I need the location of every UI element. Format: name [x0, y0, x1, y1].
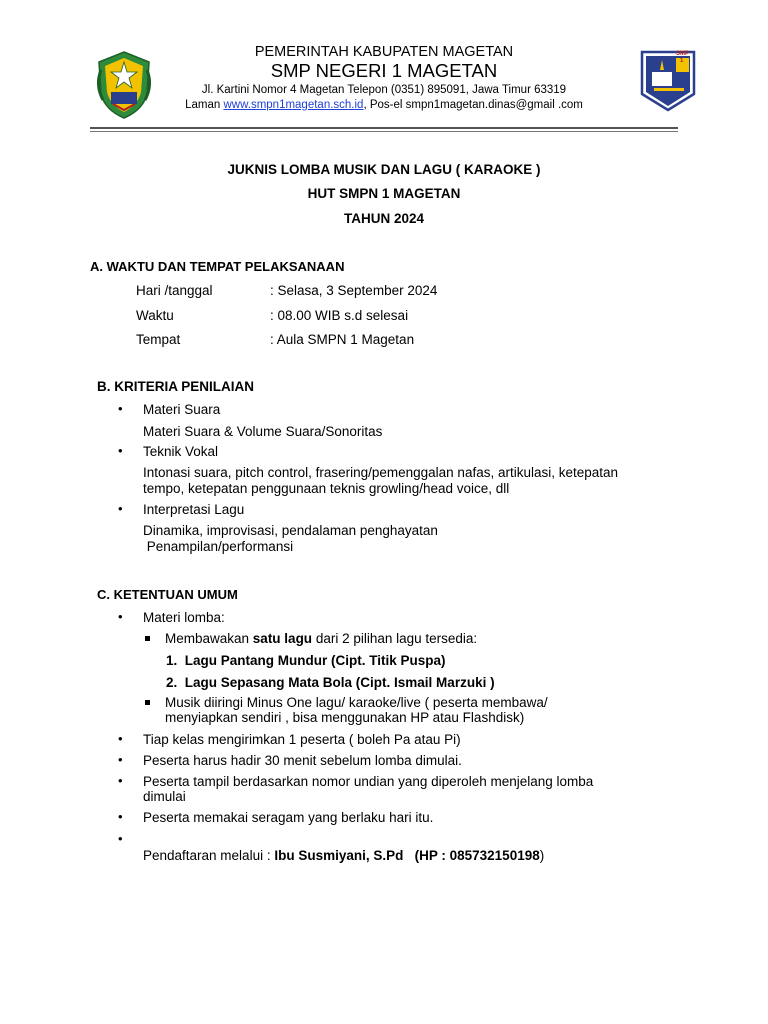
government-name: PEMERINTAH KABUPATEN MAGETAN — [254, 44, 514, 60]
bullet-icon: • — [118, 809, 123, 824]
header-divider-thin — [90, 131, 678, 132]
criteria-title: Interpretasi Lagu — [143, 502, 245, 517]
criteria-desc: tempo, ketepatan penggunaan teknis growling/head voice, dll — [143, 481, 510, 496]
email-text: , Pos-el smpn1magetan.dinas@gmail .com — [363, 99, 583, 111]
criteria-desc: Materi Suara & Volume Suara/Sonoritas — [143, 424, 383, 439]
criteria-desc: Penampilan/performansi — [143, 539, 294, 554]
document-title: JUKNIS LOMBA MUSIK DAN LAGU ( KARAOKE ) — [227, 162, 541, 177]
row-value: : Selasa, 3 September 2024 — [270, 283, 438, 298]
sub-item-text: dari 2 pilihan lagu tersedia: — [312, 631, 478, 646]
header-divider — [90, 127, 678, 129]
school-address: Jl. Kartini Nomor 4 Magetan Telepon (0351) 895091, Jawa Timur 63319 — [201, 84, 567, 96]
sub-item-text: Membawakan — [165, 631, 253, 646]
registration-item — [143, 832, 544, 864]
document-subtitle: HUT SMPN 1 MAGETAN — [307, 186, 461, 201]
bullet-icon: • — [118, 609, 123, 624]
row-label: Tempat — [136, 332, 181, 347]
rule-item: Peserta harus hadir 30 menit sebelum lomba dimulai. — [143, 753, 462, 768]
bullet-icon: • — [118, 443, 123, 458]
row-value: : Aula SMPN 1 Magetan — [270, 332, 415, 347]
rule-item: Peserta tampil berdasarkan nomor undian yang diperoleh menjelang lomba — [143, 774, 594, 789]
criteria-title: Materi Suara — [143, 402, 221, 417]
registration-text: Pendaftaran melalui : — [143, 848, 275, 863]
school-logo-text: SMP — [676, 51, 690, 57]
criteria-desc: Intonasi suara, pitch control, frasering/pemenggalan nafas, artikulasi, ketepatan — [143, 465, 619, 480]
song-option: 1. Lagu Pantang Mundur (Cipt. Titik Puspa) — [166, 653, 446, 668]
row-value: : 08.00 WIB s.d selesai — [270, 308, 409, 323]
sub-item-music: Musik diiringi Minus One lagu/ karaoke/live ( peserta membawa/ — [165, 695, 548, 710]
website-link[interactable]: www.smpn1magetan.sch.id — [223, 99, 364, 111]
bullet-icon: • — [118, 752, 123, 767]
criteria-title: Teknik Vokal — [143, 444, 219, 459]
registration-text: ) — [539, 848, 545, 863]
bullet-icon: • — [118, 831, 123, 846]
rule-item: Peserta memakai seragam yang berlaku hari itu. — [143, 810, 434, 825]
sub-item-song-choice — [165, 631, 477, 647]
materi-label: Materi lomba: — [143, 610, 225, 625]
criteria-desc: Dinamika, improvisasi, pendalaman penghayatan — [143, 523, 438, 538]
school-contact — [0, 99, 768, 111]
school-name: SMP NEGERI 1 MAGETAN — [270, 60, 498, 81]
song-option: 2. Lagu Sepasang Mata Bola (Cipt. Ismail Marzuki ) — [166, 675, 495, 690]
square-bullet-icon — [145, 700, 150, 705]
rule-item: dimulai — [143, 789, 186, 804]
bullet-icon: • — [118, 773, 123, 788]
bullet-icon: • — [118, 501, 123, 516]
row-label: Hari /tanggal — [136, 283, 213, 298]
sub-item-bold: satu lagu — [252, 631, 313, 646]
document-year: TAHUN 2024 — [343, 211, 425, 226]
section-c-heading: C. KETENTUAN UMUM — [97, 587, 238, 602]
section-a-heading: A. WAKTU DAN TEMPAT PELAKSANAAN — [90, 259, 345, 274]
section-b-heading: B. KRITERIA PENILAIAN — [97, 379, 255, 394]
rule-item: Tiap kelas mengirimkan 1 peserta ( boleh Pa atau Pi) — [143, 732, 461, 747]
sub-item-music: menyiapkan sendiri , bisa menggunakan HP atau Flashdisk) — [165, 710, 525, 725]
bullet-icon: • — [118, 731, 123, 746]
row-label: Waktu — [136, 308, 174, 323]
square-bullet-icon — [145, 636, 150, 641]
web-prefix: Laman — [185, 99, 224, 111]
registration-contact: Ibu Susmiyani, S.Pd (HP : 085732150198 — [274, 848, 540, 863]
bullet-icon: • — [118, 401, 123, 416]
school-logo-number: 1 — [680, 58, 684, 64]
